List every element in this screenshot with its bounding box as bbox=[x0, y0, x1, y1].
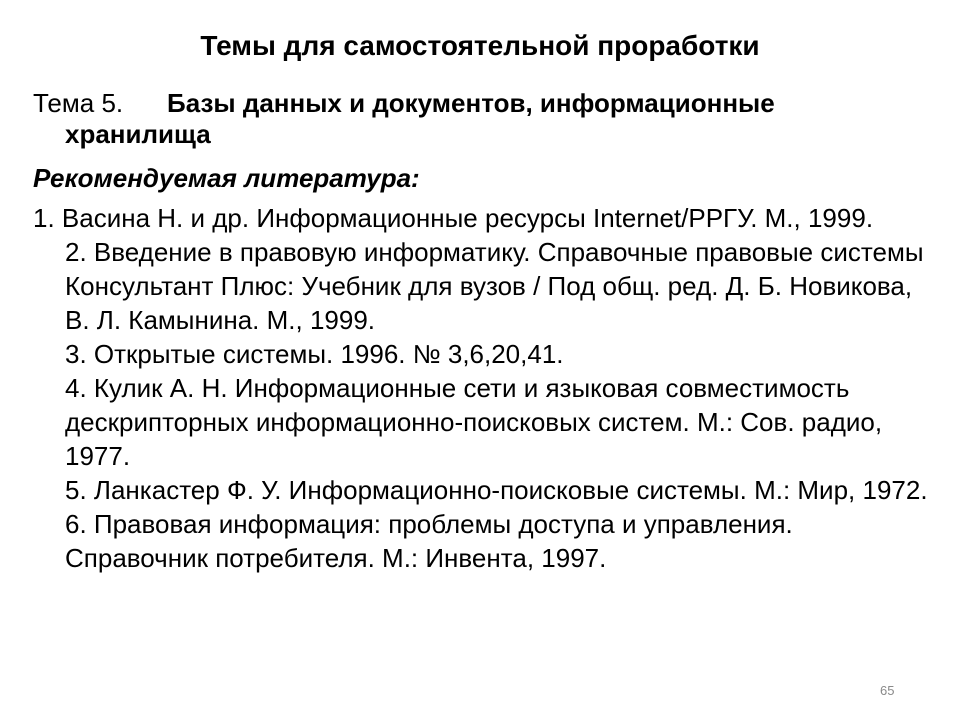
reference-list bbox=[33, 201, 933, 575]
reference-item: 2. Введение в правовую информатику. Справочные правовые системы Консультант Плюс: Учебник для вузов / Под общ. ред. Д. Б. Новикова, В. Л. Камынина. М., 1999. bbox=[65, 237, 924, 335]
reference-item: 6. Правовая информация: проблемы доступа и управления. Справочник потребителя. М.: Инвента, 1997. bbox=[65, 509, 793, 573]
topic-title-continuation: хранилища bbox=[65, 119, 211, 149]
reference-item: 4. Кулик А. Н. Информационные сети и языковая совместимость дескрипторных информационно-поисковых систем. М.: Сов. радио, 1977. bbox=[65, 373, 883, 471]
topic-title: Базы данных и документов, информационные bbox=[167, 88, 775, 118]
reference-item: 5. Ланкастер Ф. У. Информационно-поисковые системы. М.: Мир, 1972. bbox=[65, 475, 928, 505]
topic-heading bbox=[33, 88, 933, 150]
literature-heading: Рекомендуемая литература: bbox=[33, 163, 420, 193]
page-number: 65 bbox=[880, 683, 895, 698]
reference-item: 1. Васина Н. и др. Информационные ресурсы Internet/РРГУ. М., 1999. bbox=[33, 203, 874, 233]
slide-title: Темы для самостоятельной проработки bbox=[200, 30, 760, 61]
reference-item: 3. Открытые системы. 1996. № 3,6,20,41. bbox=[65, 339, 564, 369]
topic-label: Тема 5. bbox=[33, 88, 124, 118]
